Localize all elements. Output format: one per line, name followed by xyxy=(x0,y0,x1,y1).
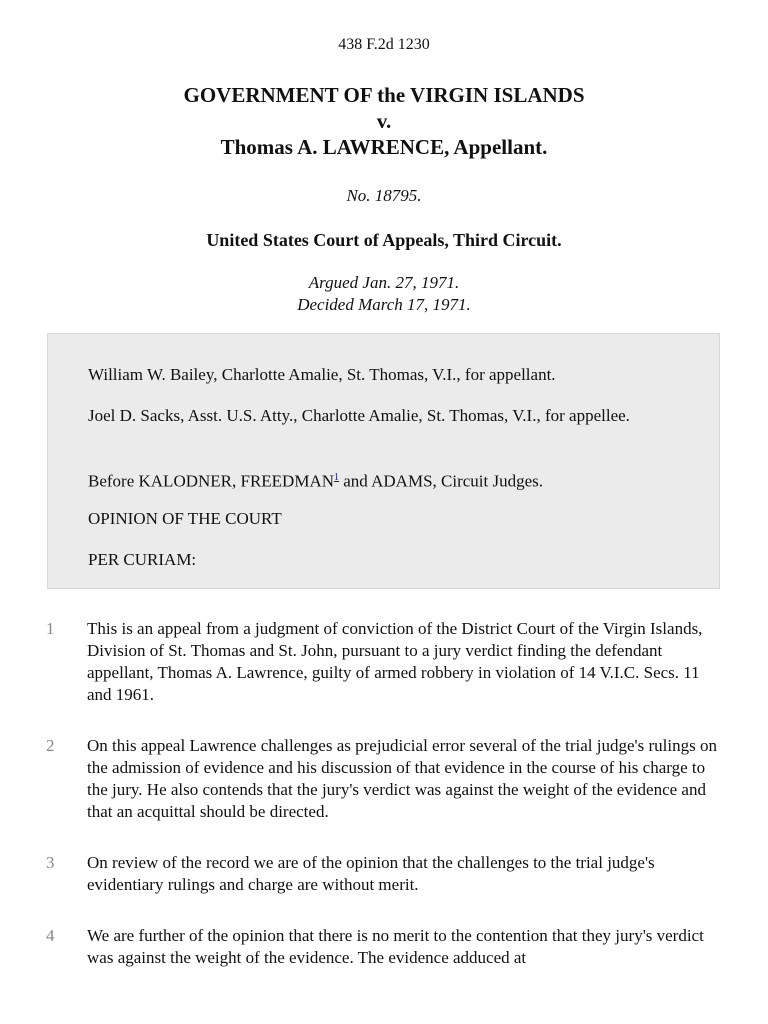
panel-judges xyxy=(88,467,678,493)
per-curiam-label: PER CURIAM: xyxy=(88,550,197,569)
paragraph-text: We are further of the opinion that there is no merit to the contention that they jury's verdict was against the weight of the evidence. The evidence adduced at xyxy=(87,926,704,967)
opinion-heading: OPINION OF THE COURT xyxy=(88,509,282,528)
counsel-appellee: Joel D. Sacks, Asst. U.S. Atty., Charlotte Amalie, St. Thomas, V.I., for appellee. xyxy=(88,406,630,425)
case-title-versus: v. xyxy=(376,109,392,133)
footnote-link[interactable]: 1 xyxy=(334,472,340,483)
paragraph-number: 3 xyxy=(46,853,55,872)
paragraph-text: On review of the record we are of the opinion that the challenges to the trial judge's evidentiary rulings and charge are without merit. xyxy=(87,853,655,894)
case-title-appellant: Thomas A. LAWRENCE, Appellant. xyxy=(220,135,548,159)
case-citation: 438 F.2d 1230 xyxy=(338,36,430,53)
paragraph-number: 2 xyxy=(46,736,55,755)
court-name: United States Court of Appeals, Third Circuit. xyxy=(206,230,562,250)
case-title-government: GOVERNMENT OF the VIRGIN ISLANDS xyxy=(183,83,585,107)
paragraph-text: This is an appeal from a judgment of conviction of the District Court of the Virgin Islands, Division of St. Thomas and St. John, pursuant to a jury verdict finding the defendant appellant, Thomas A. Lawrence, guilty of armed robbery in violation of 14 V.I.C. Secs. 11 and 1961. xyxy=(87,619,703,704)
case-dates xyxy=(0,272,768,316)
paragraph-number: 1 xyxy=(46,619,55,638)
paragraph-number: 4 xyxy=(46,926,55,945)
decided-date: Decided March 17, 1971. xyxy=(297,295,471,314)
counsel-panel xyxy=(47,333,720,589)
counsel-appellant: William W. Bailey, Charlotte Amalie, St. Thomas, V.I., for appellant. xyxy=(88,365,556,384)
docket-number: No. 18795. xyxy=(346,186,422,205)
panel-judges-prefix: Before KALODNER, FREEDMAN xyxy=(88,471,335,491)
panel-judges-suffix: and ADAMS, Circuit Judges. xyxy=(339,471,544,491)
argued-date: Argued Jan. 27, 1971. xyxy=(308,273,460,292)
case-title xyxy=(0,82,768,160)
paragraph-text: On this appeal Lawrence challenges as prejudicial error several of the trial judge's rulings on the admission of evidence and his discussion of that evidence in the course of his charge to the jury. He also contends that the jury's verdict was against the weight of the evidence and that an acquittal should be directed. xyxy=(87,736,717,821)
